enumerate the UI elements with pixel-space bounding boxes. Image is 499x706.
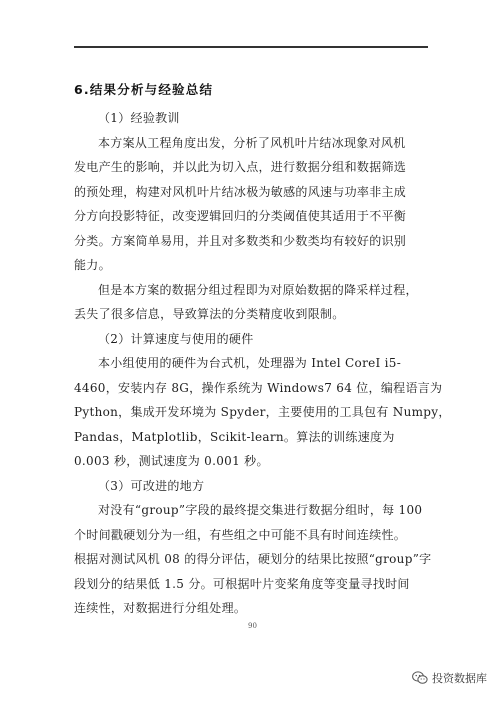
watermark-text: 投资数据库 (432, 672, 487, 685)
section-heading: 6.结果分析与经验总结 (74, 82, 214, 97)
subheading-improvements: （3）可改进的地方 (98, 479, 205, 493)
wechat-icon (412, 671, 428, 685)
paragraph-line: Python，集成开发环境为 Spyder，主要使用的工具包有 Numpy， (74, 405, 451, 419)
paragraph-line: 个时间戳硬划分为一组，有些组之中可能不具有时间连续性。 (74, 528, 407, 542)
watermark (412, 670, 487, 686)
page-number: 90 (248, 622, 257, 630)
header-rule (74, 46, 428, 48)
paragraph-line: Pandas，Matplotlib，Scikit-learn。算法的训练速度为 (74, 430, 395, 444)
paragraph-line: 对没有“group”字段的最终提交集进行数据分组时，每 100 (98, 503, 423, 517)
paragraph-line: 根据对测试风机 08 的得分评估，硬划分的结果比按照“group”字 (74, 552, 432, 566)
paragraph-line: 连续性，对数据进行分组处理。 (74, 601, 247, 615)
paragraph-line: 4460，安装内存 8G，操作系统为 Windows7 64 位，编程语言为 (74, 381, 443, 395)
subheading-experience: （1）经验教训 (98, 111, 180, 125)
paragraph-line: 0.003 秒，测试速度为 0.001 秒。 (74, 454, 269, 468)
paragraph-line: 发电产生的影响，并以此为切入点，进行数据分组和数据筛选 (74, 160, 407, 174)
paragraph-line: 但是本方案的数据分组过程即为对原始数据的降采样过程， (98, 283, 418, 297)
paragraph-line: 能力。 (74, 258, 111, 272)
paragraph-line: 分方向投影特征，改变逻辑回归的分类阈值使其适用于不平衡 (74, 209, 407, 223)
subheading-hardware: （2）计算速度与使用的硬件 (98, 332, 254, 346)
paragraph-line: 本小组使用的硬件为台式机，处理器为 Intel CoreI i5- (98, 356, 402, 370)
paragraph-line: 段划分的结果低 1.5 分。可根据叶片变桨角度等变量寻找时间 (74, 577, 410, 591)
paragraph-line: 丢失了很多信息，导致算法的分类精度收到限制。 (74, 307, 345, 321)
paragraph-line: 分类。方案简单易用，并且对多数类和少数类均有较好的识别 (74, 234, 407, 248)
paragraph-line: 的预处理，构建对风机叶片结冰极为敏感的风速与功率非主成 (74, 185, 407, 199)
paragraph-line: 本方案从工程角度出发，分析了风机叶片结冰现象对风机 (98, 136, 406, 150)
